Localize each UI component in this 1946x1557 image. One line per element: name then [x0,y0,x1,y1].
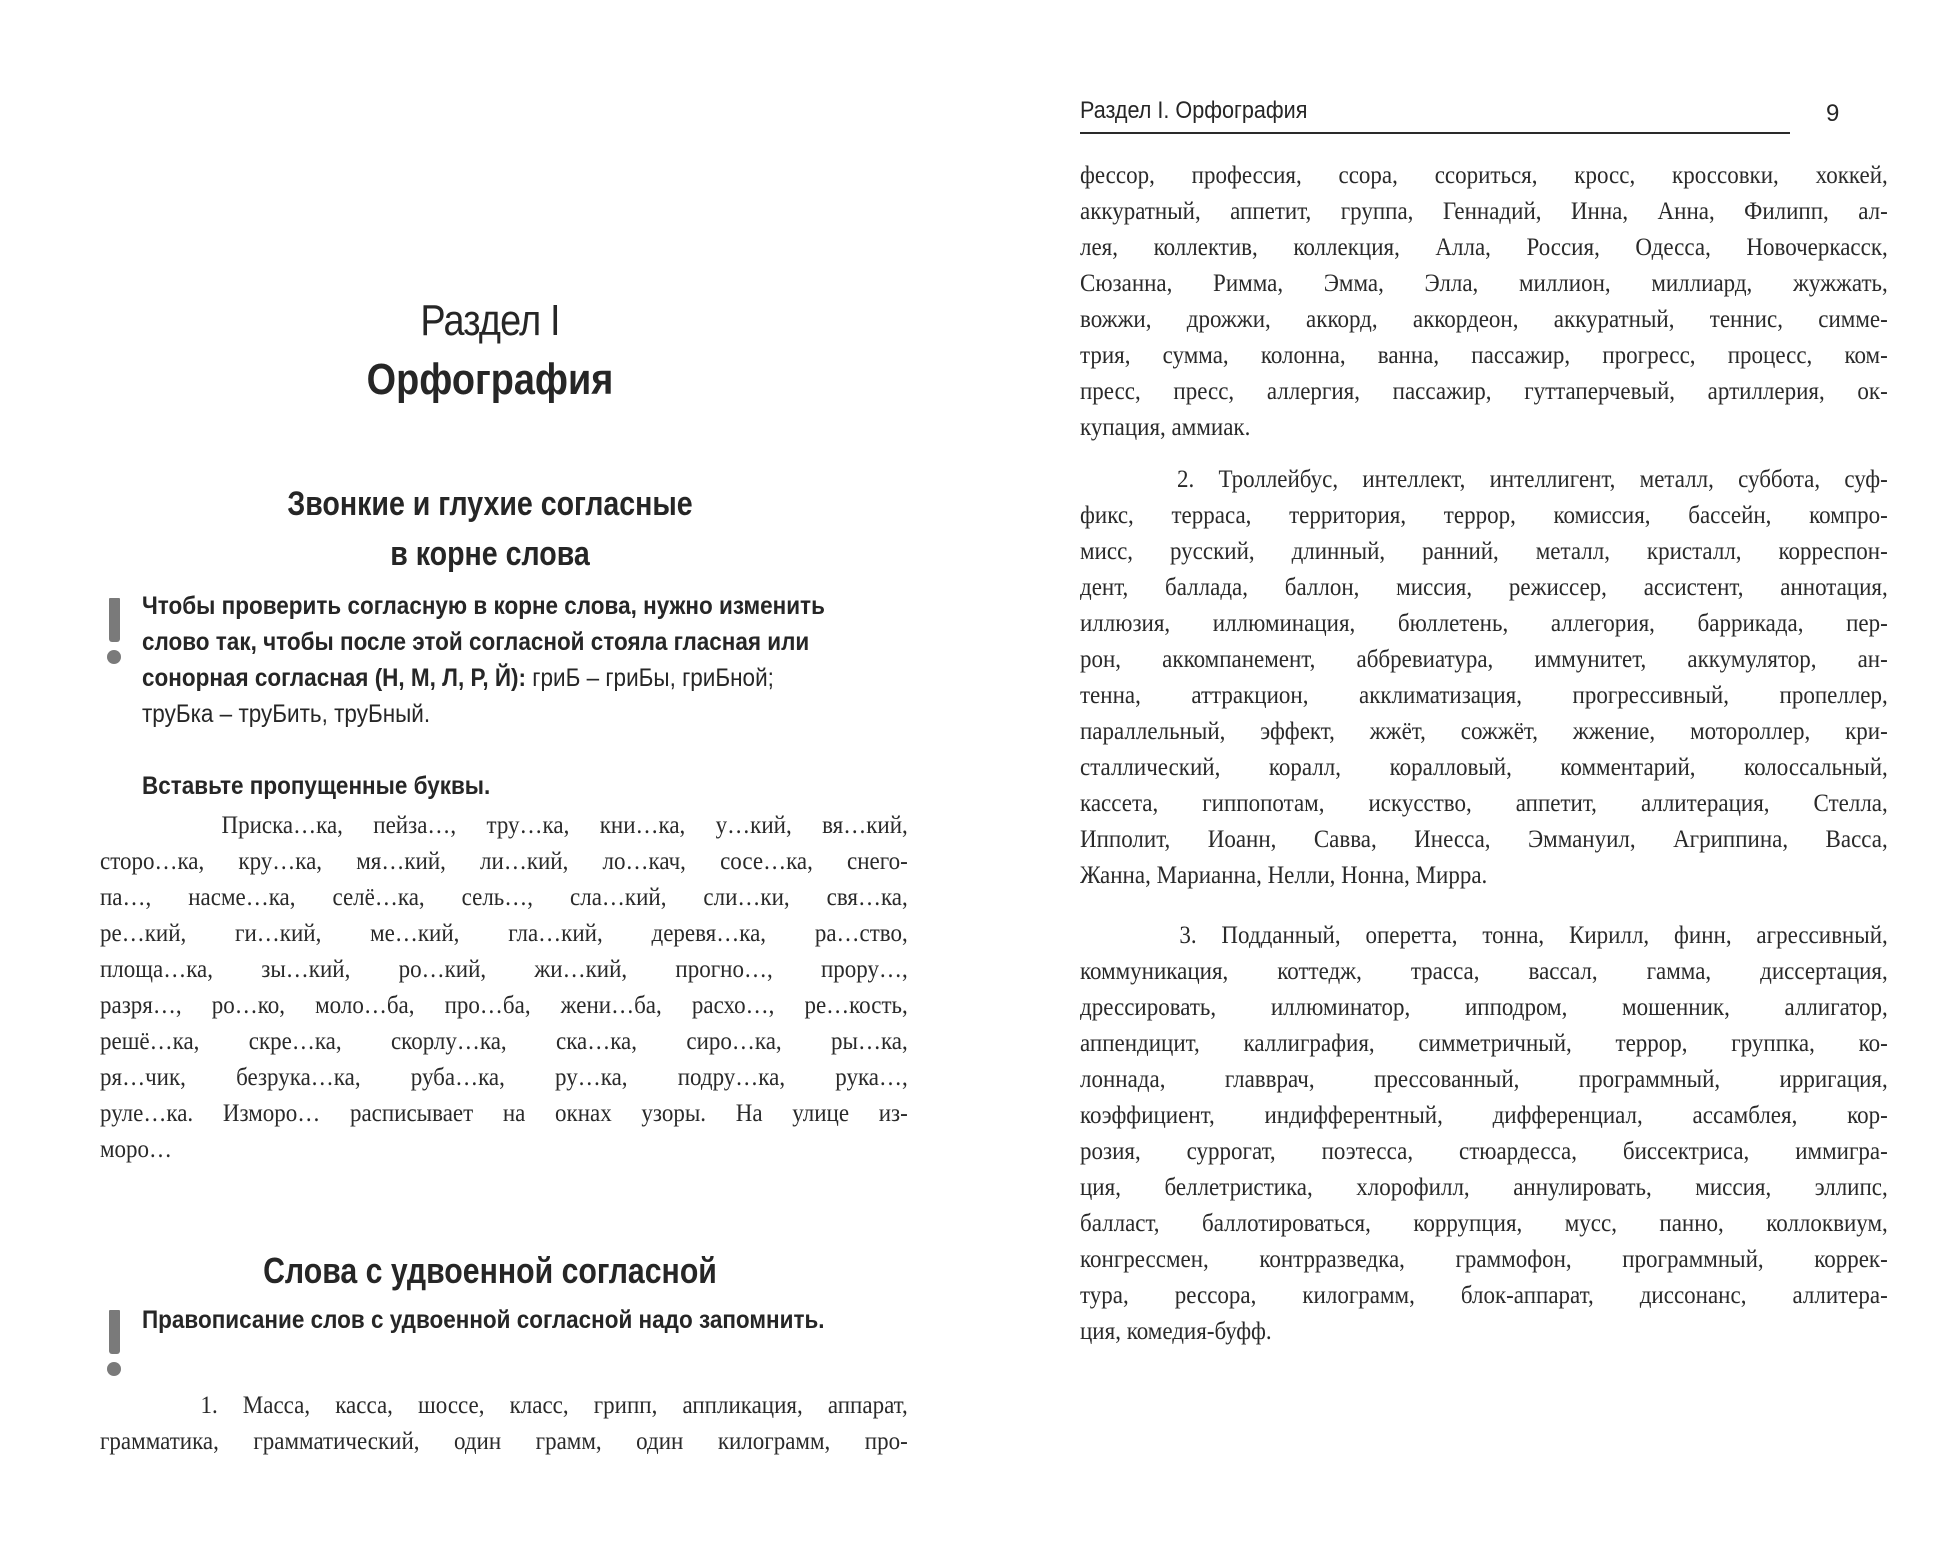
text-line: конгрессмен, контрразведка, граммофон, программный, коррек- [1080,1246,1888,1273]
text-line: Ипполит, Иоанн, Савва, Инесса, Эммануил, Агриппина, Васса, [1080,826,1888,853]
text-line: лоннада, главврач, прессованный, программный, ирригация, [1080,1066,1888,1093]
task-instruction: Вставьте пропущенные буквы. [142,772,491,800]
exclamation-icon [100,1310,128,1380]
topic2-title: Слова с удвоенной согласной [263,1250,717,1291]
text-line: 1. Масса, касса, шоссе, класс, грипп, аппликация, аппарат, [100,1392,908,1419]
exercise-text [100,808,978,1168]
section-title: Орфография [366,355,614,404]
paragraph1-start [100,1388,978,1460]
topic1-title-line1: Звонкие и глухие согласные [287,485,693,523]
text-line: ре…кий, ги…кий, ме…кий, гла…кий, деревя…ка, ра…ство, [100,920,908,947]
text-line: тенна, аттракцион, акклиматизация, прогрессивный, пропеллер, [1080,682,1888,709]
running-head: Раздел I. Орфография [1080,97,1308,124]
paragraph1-continued [1080,158,1946,446]
text-line: иллюзия, иллюминация, бюллетень, аллегория, баррикада, пер- [1080,610,1888,637]
topic2-rule-box [100,1302,890,1382]
text-line: дент, баллада, баллон, миссия, режиссер, ассистент, аннотация, [1080,574,1888,601]
text-line: ря…чик, безрука…ка, руба…ка, ру…ка, подру…ка, рука…, [100,1064,908,1091]
text-line: сторо…ка, кру…ка, мя…кий, ли…кий, ло…кач, сосе…ка, снего- [100,848,908,875]
text-line: розия, суррогат, поэтесса, стюардесса, биссектриса, иммигра- [1080,1138,1888,1165]
text-line: Приска…ка, пейза…, тру…ка, кни…ка, у…кий, вя…кий, [100,812,908,839]
text-line: грамматика, грамматический, один грамм, один килограмм, про- [100,1428,908,1455]
text-line: купация, аммиак. [1080,414,1251,441]
rule-line: Чтобы проверить согласную в корне слова, нужно изменить [142,592,825,620]
text-line: площа…ка, зы…кий, ро…кий, жи…кий, прогно…, прору…, [100,956,908,983]
text-line: сталлический, коралл, коралловый, комментарий, колоссальный, [1080,754,1888,781]
exclamation-icon [100,598,128,668]
rule-line: слово так, чтобы после этой согласной стояла гласная или [142,628,810,656]
rule-line: труБка – труБить, труБный. [142,700,431,728]
paragraph3 [1080,918,1946,1350]
text-line: тура, рессора, килограмм, блок-аппарат, диссонанс, аллитера- [1080,1282,1888,1309]
text-line: рон, аккомпанемент, аббревиатура, иммунитет, аккумулятор, ан- [1080,646,1888,673]
text-line: руле…ка. Изморо… расписывает на окнах узоры. На улице из- [100,1100,908,1127]
text-line: моро… [100,1136,173,1163]
text-line: коммуникация, коттедж, трасса, вассал, гамма, диссертация, [1080,958,1888,985]
topic1-rule-text [142,588,890,732]
text-line: разря…, ро…ко, моло…ба, про…ба, жени…ба, расхо…, ре…кость, [100,992,908,1019]
text-line: пресс, пресс, аллергия, пассажир, гуттаперчевый, артиллерия, ок- [1080,378,1888,405]
text-line: фикс, терраса, территория, террор, комиссия, бассейн, компро- [1080,502,1888,529]
topic1-rule-box [100,588,890,748]
page-number: 9 [1826,100,1840,127]
topic2-rule-text: Правописание слов с удвоенной согласной надо запомнить. [142,1306,825,1334]
text-line: ция, беллетристика, хлорофилл, аннулировать, миссия, эллипс, [1080,1174,1888,1201]
text-line: трия, сумма, колонна, ванна, пассажир, прогресс, процесс, ком- [1080,342,1888,369]
text-line: па…, насме…ка, селё…ка, сель…, сла…кий, сли…ки, свя…ка, [100,884,908,911]
section-label: Раздел I [420,296,560,345]
text-line: ция, комедия-буфф. [1080,1318,1272,1345]
topic1-title-line2: в корне слова [390,535,590,573]
text-line: кассета, гиппопотам, искусство, аппетит, аллитерация, Стелла, [1080,790,1888,817]
text-line: Сюзанна, Римма, Эмма, Элла, миллион, миллиард, жужжать, [1080,270,1888,297]
text-line: параллельный, эффект, жжёт, сожжёт, жжение, мотороллер, кри- [1080,718,1888,745]
text-line: фессор, профессия, ссора, ссориться, кросс, кроссовки, хоккей, [1080,162,1888,189]
text-line: аппендицит, каллиграфия, симметричный, террор, группка, ко- [1080,1030,1888,1057]
text-line: дрессировать, иллюминатор, ипподром, мошенник, аллигатор, [1080,994,1888,1021]
text-line: аккуратный, аппетит, группа, Геннадий, Инна, Анна, Филипп, ал- [1080,198,1888,225]
text-line: 2. Троллейбус, интеллект, интеллигент, металл, суббота, суф- [1080,466,1888,493]
text-line: лея, коллектив, коллекция, Алла, Россия, Одесса, Новочеркасск, [1080,234,1888,261]
paragraph2 [1080,462,1946,894]
text-line: вожжи, дрожжи, аккорд, аккордеон, аккуратный, теннис, симме- [1080,306,1888,333]
text-line: мисс, русский, длинный, ранний, металл, кристалл, корреспон- [1080,538,1888,565]
running-head-rule [1080,132,1790,134]
text-line: 3. Подданный, оперетта, тонна, Кирилл, финн, агрессивный, [1080,922,1888,949]
text-line: Жанна, Марианна, Нелли, Нонна, Мирра. [1080,862,1488,889]
text-line: коэффициент, индифферентный, дифференциал, ассамблея, кор- [1080,1102,1888,1129]
text-line: балласт, баллотироваться, коррупция, мусс, панно, коллоквиум, [1080,1210,1888,1237]
text-line: решё…ка, скре…ка, скорлу…ка, ска…ка, сиро…ка, ры…ка, [100,1028,908,1055]
rule-line: сонорная согласная (Н, М, Л, Р, Й): гриБ – гриБы, гриБной; [142,664,774,692]
